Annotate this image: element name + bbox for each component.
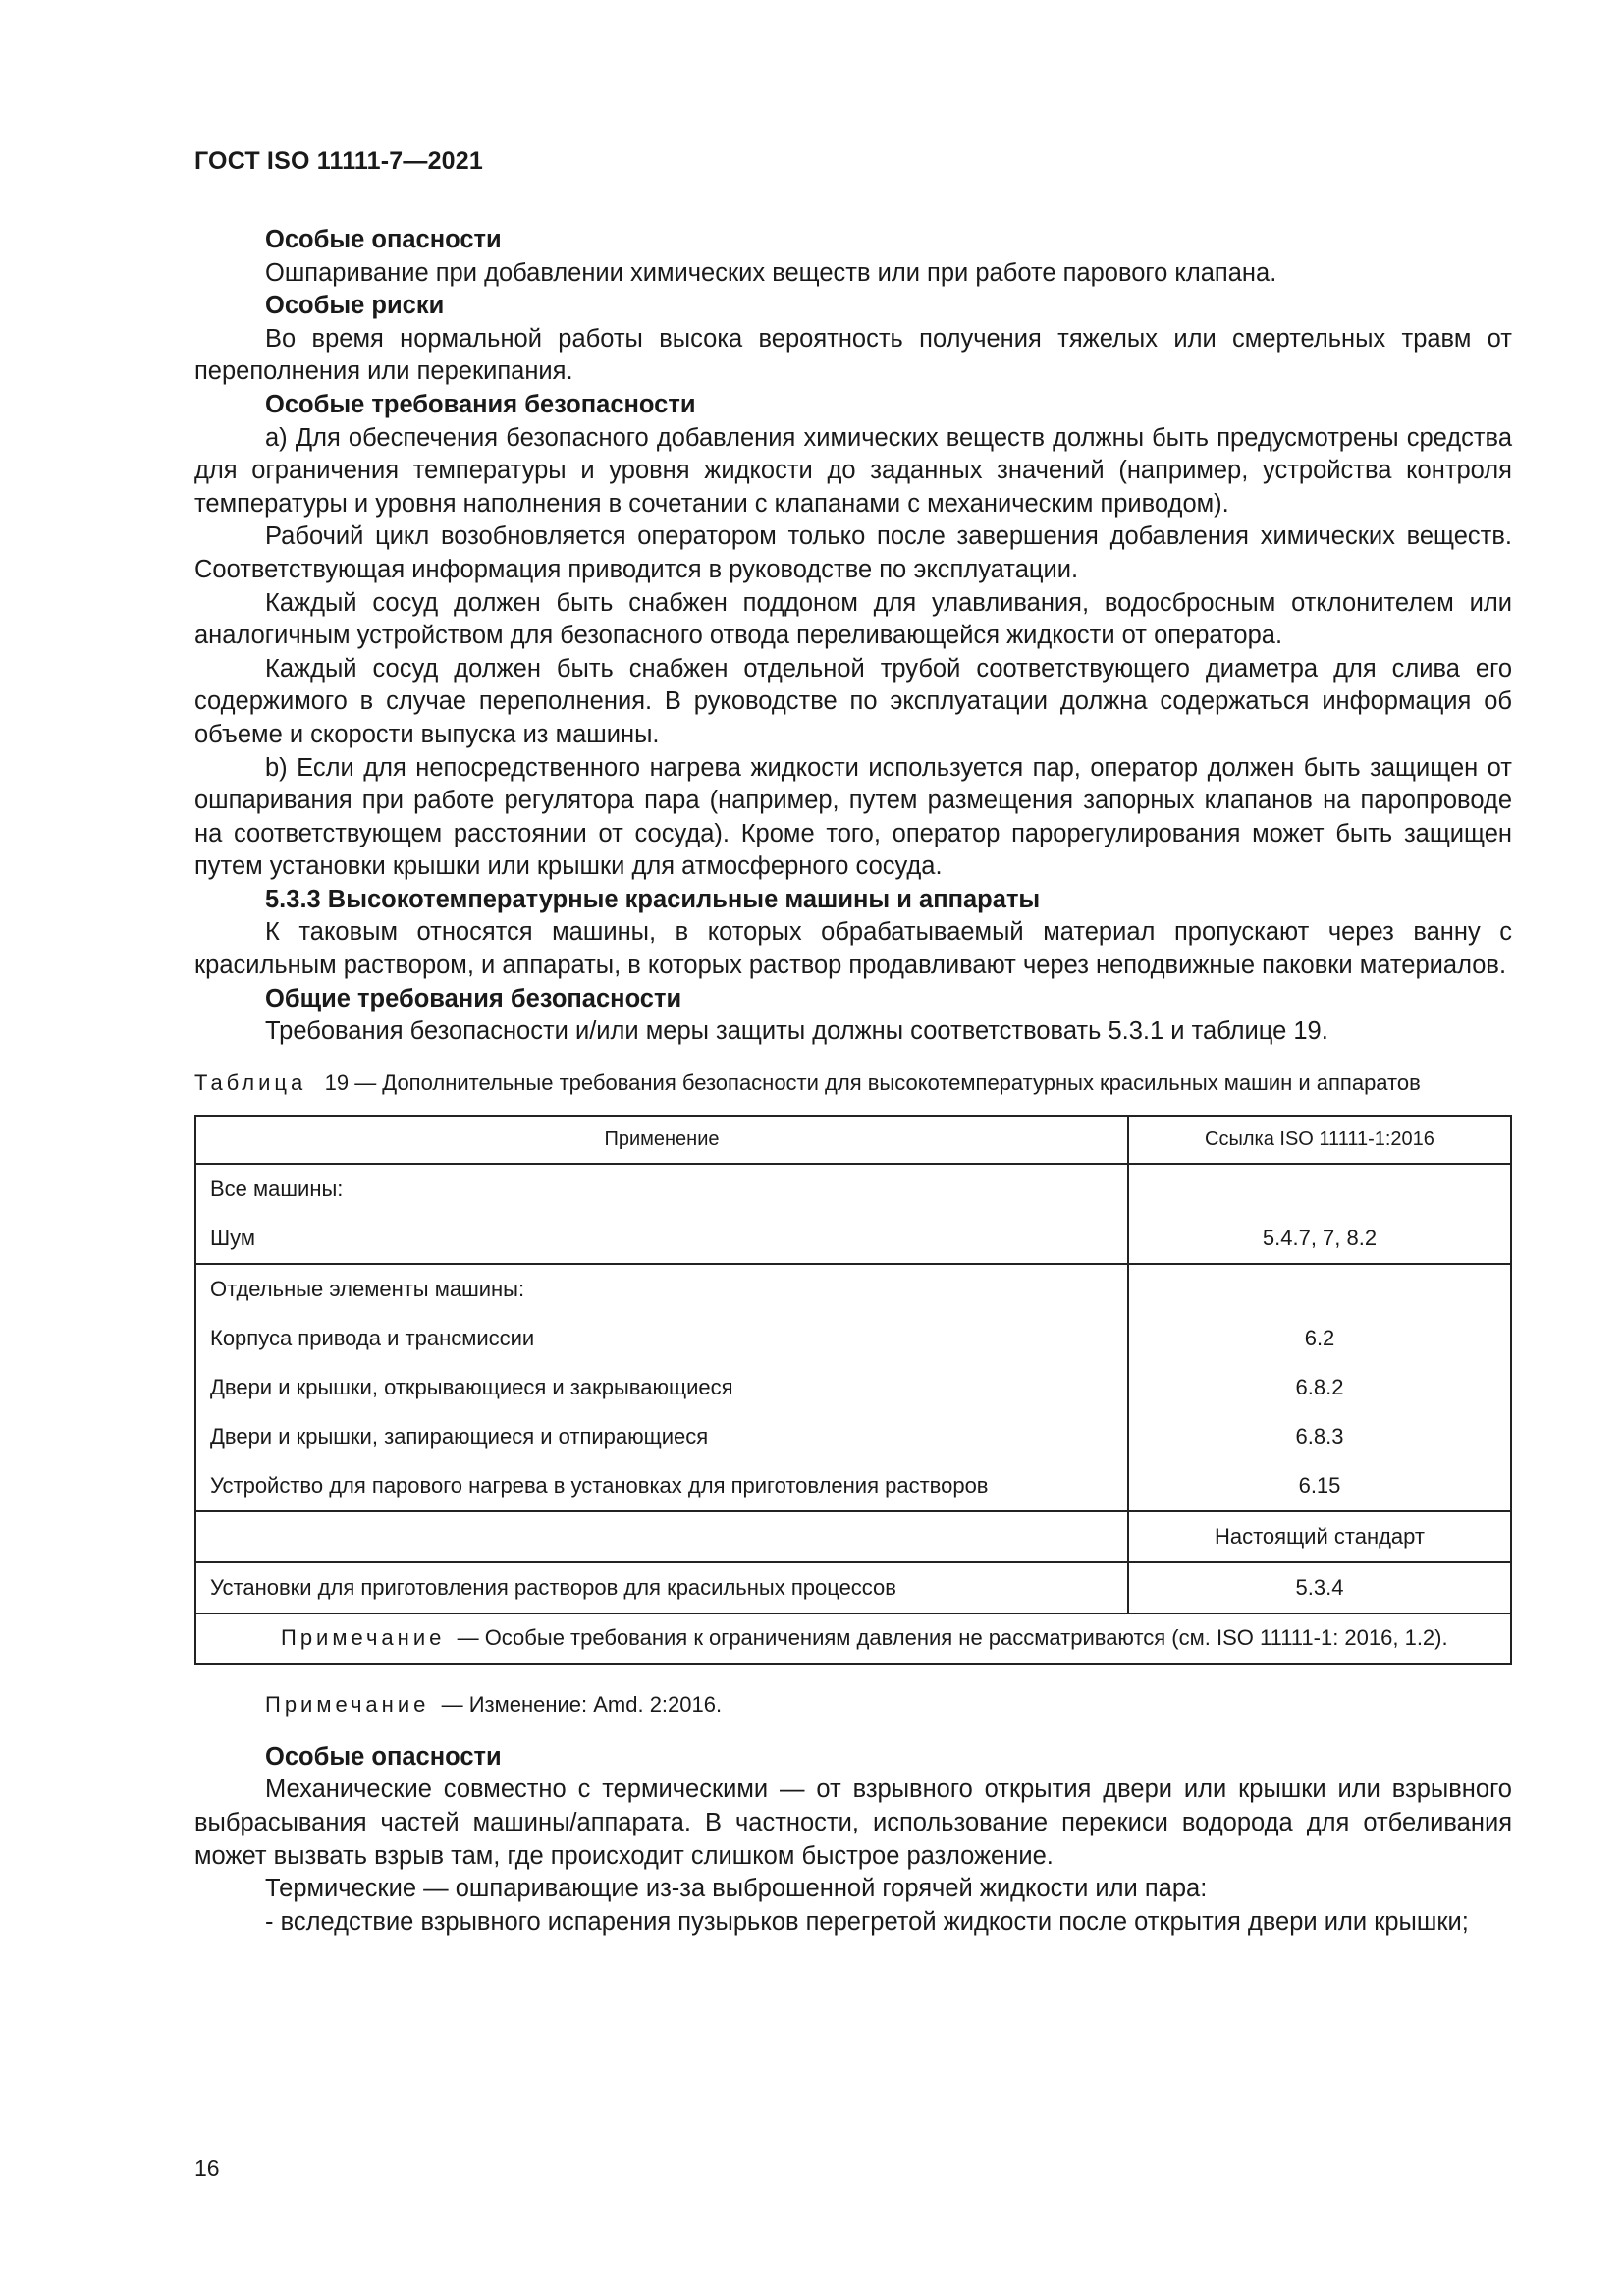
paragraph: Требования безопасности и/или меры защиты должны соответствовать 5.3.1 и таблице 19.: [265, 1017, 1328, 1046]
section-heading: Особые риски: [265, 292, 445, 320]
application-item: Шум: [210, 1225, 256, 1250]
document-body: [194, 224, 1512, 1939]
note-text: — Особые требования к ограничениям давления не рассматриваются (см. ISO 11111-1: 2016, 1.2).: [457, 1624, 1448, 1650]
note-label: Примечание: [281, 1624, 446, 1650]
table-caption-label: Таблица: [194, 1069, 307, 1095]
note-label: Примечание: [265, 1691, 430, 1717]
section-heading: Общие требования безопасности: [265, 984, 682, 1012]
column-header-reference: Ссылка ISO 11111-1:2016: [1128, 1116, 1511, 1164]
paragraph: - вследствие взрывного испарения пузырьков перегретой жидкости после открытия двери или крышки;: [265, 1907, 1469, 1936]
table-note-row: [195, 1613, 1511, 1664]
note: [194, 1690, 1512, 1720]
group-title: Все машины:: [210, 1175, 344, 1201]
subsection-heading: 5.3.3 Высокотемпературные красильные машины и аппараты: [265, 885, 1041, 913]
reference-item: 5.4.7, 7, 8.2: [1262, 1225, 1378, 1250]
reference-item: 6.2: [1304, 1325, 1335, 1350]
table-cell-reference: [1128, 1164, 1511, 1264]
section-heading: Особые требования безопасности: [265, 390, 696, 418]
paragraph: К таковым относятся машины, в которых обрабатываемый материал пропускают через ванну с красильным раствором, и аппараты, в которых раствор продавливают через неподвижные паковки материалов.: [194, 918, 1512, 980]
table-cell-standard: Настоящий стандарт: [1128, 1511, 1511, 1562]
table-cell-application: Установки для приготовления растворов для красильных процессов: [195, 1562, 1128, 1613]
note-text: — Изменение: Amd. 2:2016.: [441, 1691, 723, 1717]
reference-item: 6.8.3: [1295, 1423, 1344, 1449]
table-row: [195, 1264, 1511, 1511]
page-number: 16: [194, 2156, 220, 2181]
paragraph: b) Если для непосредственного нагрева жидкости используется пар, оператор должен быть защищен от ошпаривания при работе регулятора пара (например, путем размещения запорных клапанов на паропроводе на соответствующем расстоянии от сосуда). Кроме того, оператор парорегулирования может быть защищен путем установки крышки или крышки для атмосферного сосуда.: [194, 753, 1512, 881]
group-title: Отдельные элементы машины:: [210, 1276, 525, 1301]
paragraph: Каждый сосуд должен быть снабжен поддоном для улавливания, водосбросным отклонителем или аналогичным устройством для безопасного отвода переливающейся жидкости от оператора.: [194, 588, 1512, 650]
paragraph: Ошпаривание при добавлении химических веществ или при работе парового клапана.: [265, 258, 1277, 287]
application-item: Двери и крышки, запирающиеся и отпирающиеся: [210, 1423, 709, 1449]
table-cell-reference: 5.3.4: [1128, 1562, 1511, 1613]
table-cell-application: [195, 1164, 1128, 1264]
paragraph: Механические совместно с термическими — от взрывного открытия двери или крышки или взрывного выбрасывания частей машины/аппарата. В частности, использование перекиси водорода для отбеливания может вызвать взрыв там, где происходит слишком быстрое разложение.: [194, 1776, 1512, 1870]
paragraph: Рабочий цикл возобновляется оператором только после завершения добавления химических веществ. Соответствующая информация приводится в руководстве по эксплуатации.: [194, 522, 1512, 583]
paragraph: Каждый сосуд должен быть снабжен отдельной трубой соответствующего диаметра для слива его содержимого в случае переполнения. В руководстве по эксплуатации должна содержаться информация об объеме и скорости выпуска из машины.: [194, 654, 1512, 748]
section-hazards: [194, 1741, 1512, 1940]
table-row: [195, 1164, 1511, 1264]
document-header: ГОСТ ISO 11111-7—2021: [194, 147, 483, 175]
table-note: [195, 1613, 1511, 1664]
table-cell-reference: [1128, 1264, 1511, 1511]
table-caption: [194, 1068, 1512, 1098]
application-item: Двери и крышки, открывающиеся и закрывающиеся: [210, 1374, 733, 1399]
table-header-row: [195, 1116, 1511, 1164]
paragraph: Термические — ошпаривающие из-за выброшенной горячей жидкости или пара:: [265, 1875, 1208, 1903]
section-heading: Особые опасности: [265, 226, 502, 253]
reference-item: 6.15: [1298, 1472, 1341, 1498]
requirements-table: [194, 1115, 1512, 1665]
table-row: [195, 1511, 1511, 1562]
table-row: [195, 1562, 1511, 1613]
paragraph: a) Для обеспечения безопасного добавления химических веществ должны быть предусмотрены средства для ограничения температуры и уровня жидкости до заданных значений (например, устройства контроля температуры и уровня наполнения в сочетании с клапанами с механическим приводом).: [194, 423, 1512, 518]
application-item: Корпуса привода и трансмиссии: [210, 1325, 535, 1350]
table-caption-text: 19 — Дополнительные требования безопасности для высокотемпературных красильных машин и аппаратов: [324, 1069, 1421, 1095]
paragraph: Во время нормальной работы высока вероятность получения тяжелых или смертельных травм от переполнения или перекипания.: [194, 324, 1512, 386]
section-heading: Особые опасности: [265, 1742, 502, 1771]
application-item: Устройство для парового нагрева в установках для приготовления растворов: [210, 1472, 989, 1498]
column-header-application: Применение: [195, 1116, 1128, 1164]
reference-item: 6.8.2: [1295, 1374, 1344, 1399]
table-cell-application: [195, 1264, 1128, 1511]
table-cell-empty: [195, 1511, 1128, 1562]
